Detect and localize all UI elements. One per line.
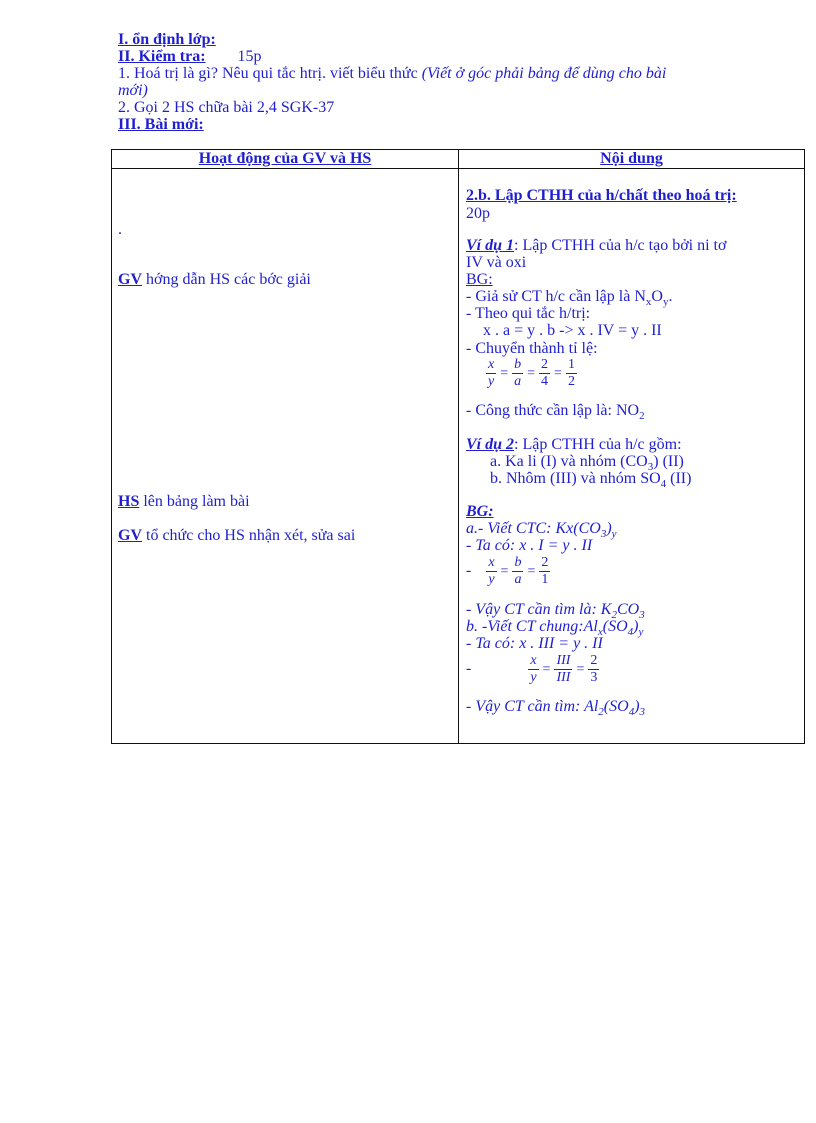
header-question-1: 1. Hoá trị là gì? Nêu qui tắc htrị. viết biểu thức (Viết ở góc phải bảng để dùng cho bài xyxy=(118,65,667,82)
solution-2a-step-1: a.- Viết CTC: $Kx(CO_3)_y$ xyxy=(466,520,617,541)
activities-cell xyxy=(112,169,459,744)
ratio-1: $\frac{x}{y}$ = $\frac{b}{a}$ = $\frac{2}{4}$ = $\frac{1}{2}$ xyxy=(488,357,575,389)
solution-2b-step-2: - Ta có: x . III = y . II xyxy=(466,635,603,652)
fraction: $\frac{b}{a}$ xyxy=(514,555,522,587)
header-step-2 xyxy=(118,48,798,65)
dot-marker: . xyxy=(118,221,122,238)
fraction: $\frac{x}{y}$ xyxy=(530,653,537,685)
col-header-content: Nội dung xyxy=(459,150,805,169)
example-1: Ví dụ 1: Lập CTHH của h/c tạo bởi ni tơ xyxy=(466,237,727,254)
solution-2a-result: - Vậy CT cần tìm là: $K_2CO_3$ xyxy=(466,601,645,622)
solution-1-result: - Công thức cần lập là: $NO_2$ xyxy=(466,402,645,423)
fraction: $\frac{x}{y}$ xyxy=(488,357,495,389)
example-1-cont: IV và oxi xyxy=(466,254,527,271)
hs-board-note: HS lên bảng làm bài xyxy=(118,493,250,510)
lesson-header xyxy=(118,31,798,133)
fraction: $\frac{x}{y}$ xyxy=(488,555,495,587)
solution-1-step-1: - Giả sử CT h/c cần lập là $N_xO_y$. xyxy=(466,288,673,309)
col-header-activities: Hoạt động của GV và HS xyxy=(112,150,459,169)
gv-review-note: GV tổ chức cho HS nhận xét, sửa sai xyxy=(118,527,356,544)
fraction: $\frac{b}{a}$ xyxy=(514,357,522,389)
example-2: Ví dụ 2: Lập CTHH của h/c gồm: xyxy=(466,436,682,453)
header-step-3: III. Bài mới: xyxy=(118,116,204,133)
lesson-table xyxy=(111,149,805,744)
header-question-2: 2. Gọi 2 HS chữa bài 2,4 SGK-37 xyxy=(118,99,335,116)
example-2-a: a. Ka li (I) và nhóm $(CO_3)$ (II) xyxy=(490,453,684,474)
section-title: 2.b. Lập CTHH của h/chất theo hoá trị: xyxy=(466,187,737,204)
header-step-2-label: II. Kiểm tra: xyxy=(118,48,206,65)
solution-2-label: BG: xyxy=(466,503,494,520)
solution-2a-step-2: - Ta có: x . I = y . II xyxy=(466,537,593,554)
gv-guide-note: GV hớng dẫn HS các bớc giải xyxy=(118,271,311,288)
solution-1-step-4: - Chuyển thành tỉ lệ: xyxy=(466,340,598,357)
header-step-1: I. ổn định lớp: xyxy=(118,31,216,48)
fraction: $\frac{2}{1}$ xyxy=(541,555,549,587)
ratio-3: - $\frac{x}{y}$ = $\frac{\text{III}}{\text{III}}$ = $\frac{2}{3}$ xyxy=(466,653,598,685)
header-question-1-cont: mới) xyxy=(118,82,148,99)
fraction: $\frac{1}{2}$ xyxy=(567,357,575,389)
content-cell xyxy=(459,169,805,744)
solution-1-label: BG: xyxy=(466,271,493,288)
solution-2b-step-1: b. -Viết CT $chung:Al_x(SO_4)_y$ xyxy=(466,618,644,639)
example-2-b: b. Nhôm (III) và nhóm $SO_4$ (II) xyxy=(490,470,692,491)
fraction: $\frac{2}{3}$ xyxy=(590,653,598,685)
solution-1-step-2: - Theo qui tắc h/trị: xyxy=(466,305,591,322)
fraction: $\frac{2}{4}$ xyxy=(541,357,549,389)
section-time: 20p xyxy=(466,205,490,222)
solution-1-step-3: x . a = y . b -> x . IV = y . II xyxy=(483,322,662,339)
ratio-2: - $\frac{x}{y}$ = $\frac{b}{a}$ = $\frac{2}{1}$ xyxy=(466,555,549,587)
header-step-2-time: 15p xyxy=(237,48,262,65)
fraction: $\frac{\text{III}}{\text{III}}$ xyxy=(556,653,571,685)
solution-2b-result: - Vậy CT cần tìm: $Al_2(SO_4)_3$ xyxy=(466,698,646,719)
